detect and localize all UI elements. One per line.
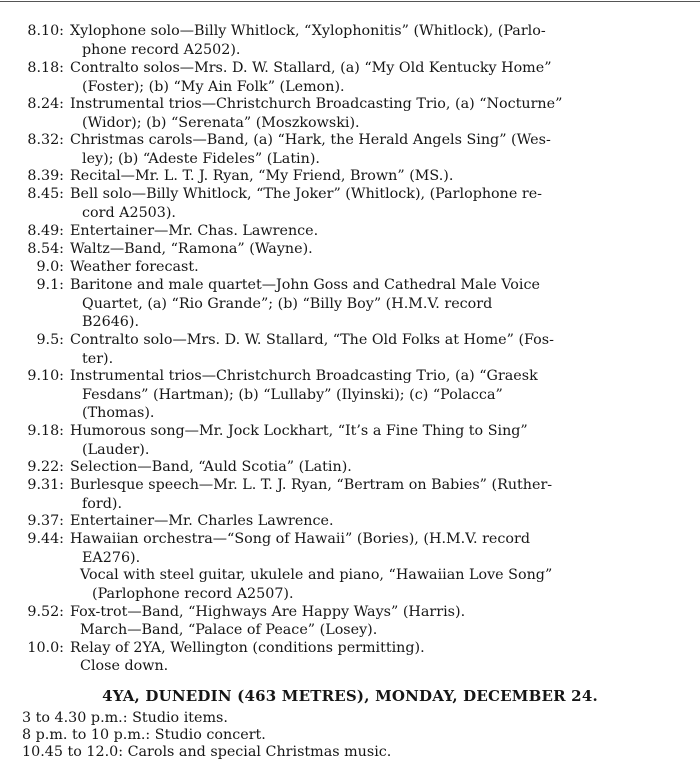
- item-line: ley); (b) “Adeste Fideles” (Latin).: [82, 150, 320, 167]
- item-time: 9.52:: [27, 604, 64, 620]
- vocal-note-line: (Parlophone record A2507).: [92, 585, 294, 602]
- item-time: 8.18:: [27, 60, 64, 76]
- item-time: 9.44:: [27, 531, 64, 547]
- item-line: Fesdans” (Hartman); (b) “Lullaby” (Ilyinski); (c) “Polacca”: [82, 386, 503, 403]
- item-line: Xylophone solo—Billy Whitlock, “Xylophonitis” (Whitlock), (Parlo-: [70, 23, 546, 39]
- item-time: 9.1:: [36, 277, 64, 293]
- item-line: Entertainer—Mr. Chas. Lawrence.: [70, 223, 319, 239]
- item-line: Baritone and male quartet—John Goss and Cathedral Male Voice: [70, 277, 540, 293]
- item-line: Contralto solo—Mrs. D. W. Stallard, “The Old Folks at Home” (Fos-: [70, 332, 554, 348]
- item-time: 9.10:: [27, 368, 64, 384]
- item-time: 9.0:: [36, 259, 64, 275]
- item-line: Instrumental trios—Christchurch Broadcasting Trio, (a) “Nocturne”: [70, 96, 563, 112]
- item-line: Relay of 2YA, Wellington (conditions permitting).: [70, 640, 425, 656]
- item-line: Quartet, (a) “Rio Grande”; (b) “Billy Boy” (H.M.V. record: [82, 295, 493, 312]
- item-line: Fox-trot—Band, “Highways Are Happy Ways” (Harris).: [70, 604, 466, 620]
- item-time: 10.0:: [27, 640, 64, 656]
- item-line: ford).: [82, 495, 123, 512]
- item-line: Contralto solos—Mrs. D. W. Stallard, (a) “My Old Kentucky Home”: [70, 60, 552, 76]
- item-line: EA276).: [82, 549, 141, 566]
- item-line: (Foster); (b) “My Ain Folk” (Lemon).: [82, 78, 345, 95]
- item-line: ter).: [82, 350, 114, 367]
- item-line: Recital—Mr. L. T. J. Ryan, “My Friend, Brown” (MS.).: [70, 168, 454, 184]
- item-line: Christmas carols—Band, (a) “Hark, the Herald Angels Sing” (Wes-: [70, 132, 551, 148]
- vocal-note-line: Vocal with steel guitar, ukulele and piano, “Hawaiian Love Song”: [80, 567, 553, 583]
- item-time: 8.39:: [27, 168, 64, 184]
- item-time: 9.31:: [27, 477, 64, 493]
- item-time: 8.10:: [27, 23, 64, 39]
- top-rule: [0, 1, 700, 2]
- item-line: Selection—Band, “Auld Scotia” (Latin).: [70, 459, 352, 475]
- item-time: 9.5:: [36, 332, 64, 348]
- schedule-line: 8 p.m. to 10 p.m.: Studio concert.: [22, 727, 266, 743]
- item-line: Weather forecast.: [70, 259, 199, 275]
- item-line: B2646).: [82, 314, 140, 331]
- station-heading: 4YA, DUNEDIN (463 METRES), MONDAY, DECEMBER 24.: [102, 687, 598, 705]
- item-line: (Lauder).: [82, 441, 150, 458]
- march-note: March—Band, “Palace of Peace” (Losey).: [80, 622, 378, 638]
- item-line: Burlesque speech—Mr. L. T. J. Ryan, “Bertram on Babies” (Ruther-: [70, 477, 553, 493]
- item-time: 9.18:: [27, 423, 64, 439]
- item-time: 8.45:: [27, 186, 64, 202]
- item-time: 8.49:: [27, 223, 64, 239]
- item-time: 9.37:: [27, 513, 64, 529]
- item-line: phone record A2502).: [82, 41, 241, 58]
- item-time: 8.24:: [27, 96, 64, 112]
- schedule-line: 10.45 to 12.0: Carols and special Christmas music.: [22, 744, 392, 760]
- item-time: 9.22:: [27, 459, 64, 475]
- schedule-line: 3 to 4.30 p.m.: Studio items.: [22, 710, 228, 726]
- item-line: cord A2503).: [82, 204, 176, 221]
- item-line: Waltz—Band, “Ramona” (Wayne).: [70, 241, 313, 257]
- item-line: (Thomas).: [82, 405, 155, 422]
- item-line: Entertainer—Mr. Charles Lawrence.: [70, 513, 334, 529]
- item-time: 8.32:: [27, 132, 64, 148]
- item-line: Bell solo—Billy Whitlock, “The Joker” (Whitlock), (Parlophone re-: [70, 186, 543, 202]
- item-line: Hawaiian orchestra—“Song of Hawaii” (Bories), (H.M.V. record: [70, 531, 530, 547]
- item-line: (Widor); (b) “Serenata” (Moszkowski).: [82, 114, 360, 131]
- close-note: Close down.: [80, 658, 169, 674]
- vocal-note: [80, 566, 684, 603]
- item-line: Humorous song—Mr. Jock Lockhart, “It’s a Fine Thing to Sing”: [70, 423, 528, 439]
- item-time: 8.54:: [27, 241, 64, 257]
- item-line: Instrumental trios—Christchurch Broadcasting Trio, (a) “Graesk: [70, 368, 538, 384]
